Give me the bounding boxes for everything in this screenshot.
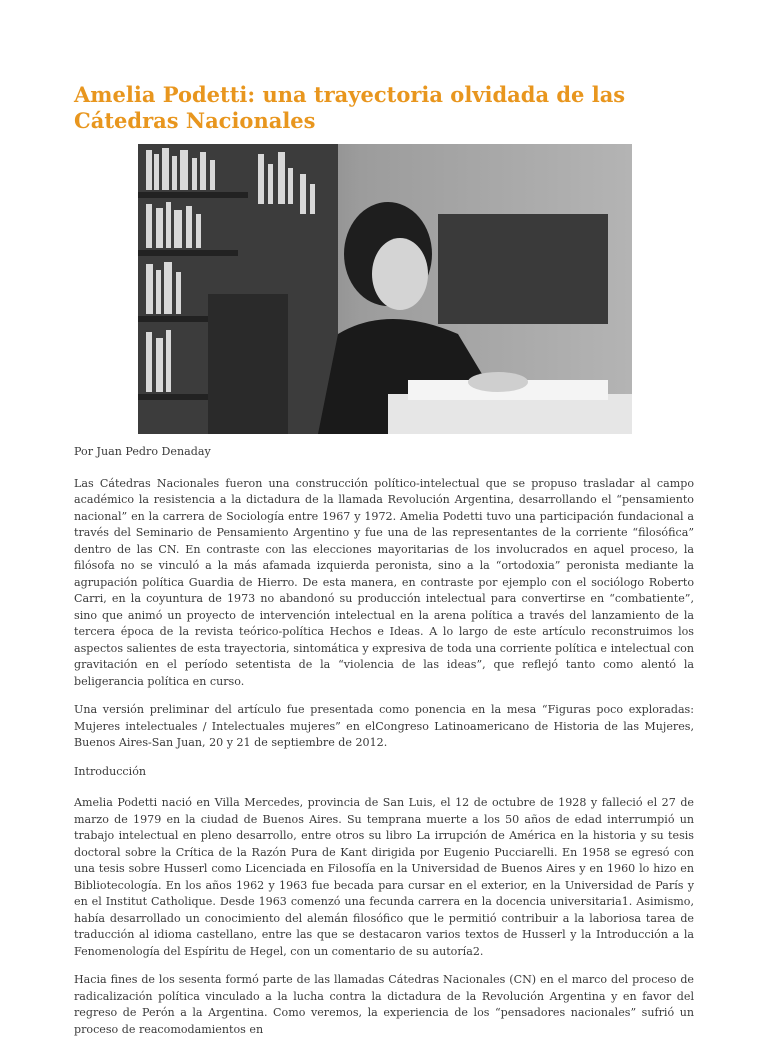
section-heading-introduccion: Introducción <box>74 764 147 778</box>
portrait-photo <box>138 144 632 434</box>
byline: Por Juan Pedro Denaday <box>74 445 211 458</box>
article-body <box>74 444 694 1050</box>
catedras-paragraph: Hacia fines de los sesenta formó parte de las llamadas Cátedras Nacionales (CN) en el marco del proceso de radicalización política vinculado a la lucha contra la dictadura de la Revolución Argentina y en favor del regreso de Perón a la Argentina. Como veremos, la experiencia de los “pensadores nacionales” sufrió un proceso de reacomodamientos en <box>74 973 694 1036</box>
presentation-note-paragraph: Una versión preliminar del artículo fue presentada como ponencia en la mesa “Figuras poco exploradas: Mujeres intelectuales / Intelectuales mujeres” en elCongreso Latinoamericano de Historia de las Mujeres, Buenos Aires-San Juan, 20 y 21 de septiembre de 2012. <box>74 703 694 749</box>
abstract-paragraph: Las Cátedras Nacionales fueron una construcción político-intelectual que se propuso trasladar al campo académico la resistencia a la dictadura de la llamada Revolución Argentina, desarrollando el “pensamiento nacional” en la carrera de Sociología entre 1967 y 1972. Amelia Podetti tuvo una participación fundacional a través del Seminario de Pensamiento Argentino y fue una de las representantes de la corriente “filosófica” dentro de las CN. En contraste con las elecciones mayoritarias de los involucrados en aquel proceso, la filósofa no se vinculó a la más afamada izquierda peronista, sino a la “ortodoxia” peronista mediante la agrupación política Guardia de Hierro. De esta manera, en contraste por ejemplo con el sociólogo Roberto Carri, en la coyuntura de 1973 no abandonó su producción intelectual para convertirse en “combatiente”, sino que animó un proyecto de intervención intelectual en la arena política a través del lanzamiento de la tercera época de la revista teórico-política Hechos e Ideas. A lo largo de este artículo reconstruimos los aspectos salientes de esta trayectoria, sintomática y expresiva de toda una corriente política e intelectual con gravitación en el período setentista de la “violencia de las ideas”, que reflejó tanto como alentó la beligerancia política en curso. <box>74 476 694 688</box>
introduction-paragraph: Amelia Podetti nació en Villa Mercedes, provincia de San Luis, el 12 de octubre de 1928 y falleció el 27 de marzo de 1979 en la ciudad de Buenos Aires. Su temprana muerte a los 50 años de edad interrumpió un trabajo intelectual en pleno desarrollo, entre otros su libro La irrupción de América en la historia y su tesis doctoral sobre la Crítica de la Razón Pura de Kant dirigida por Eugenio Pucciarelli. En 1958 se egresó con una tesis sobre Husserl como Licenciada en Filosofía en la Universidad de Buenos Aires y en 1960 lo hizo en Bibliotecología. En los años 1962 y 1963 fue becada para cursar en el exterior, en la Universidad de París y en el Institut Catholique. Desde 1963 comenzó una fecunda carrera en la docencia universitaria1. Asimismo, había desarrollado un conocimiento del alemán filosófico que le permitió contribuir a la laboriosa tarea de traducción al idioma castellano, entre las que se destacaron varios textos de Husserl y la Introducción a la Fenomenología del Espíritu de Hegel, con un comentario de su autoría2. <box>74 796 694 958</box>
article-title: Amelia Podetti: una trayectoria olvidada de las Cátedras Nacionales <box>74 82 626 133</box>
